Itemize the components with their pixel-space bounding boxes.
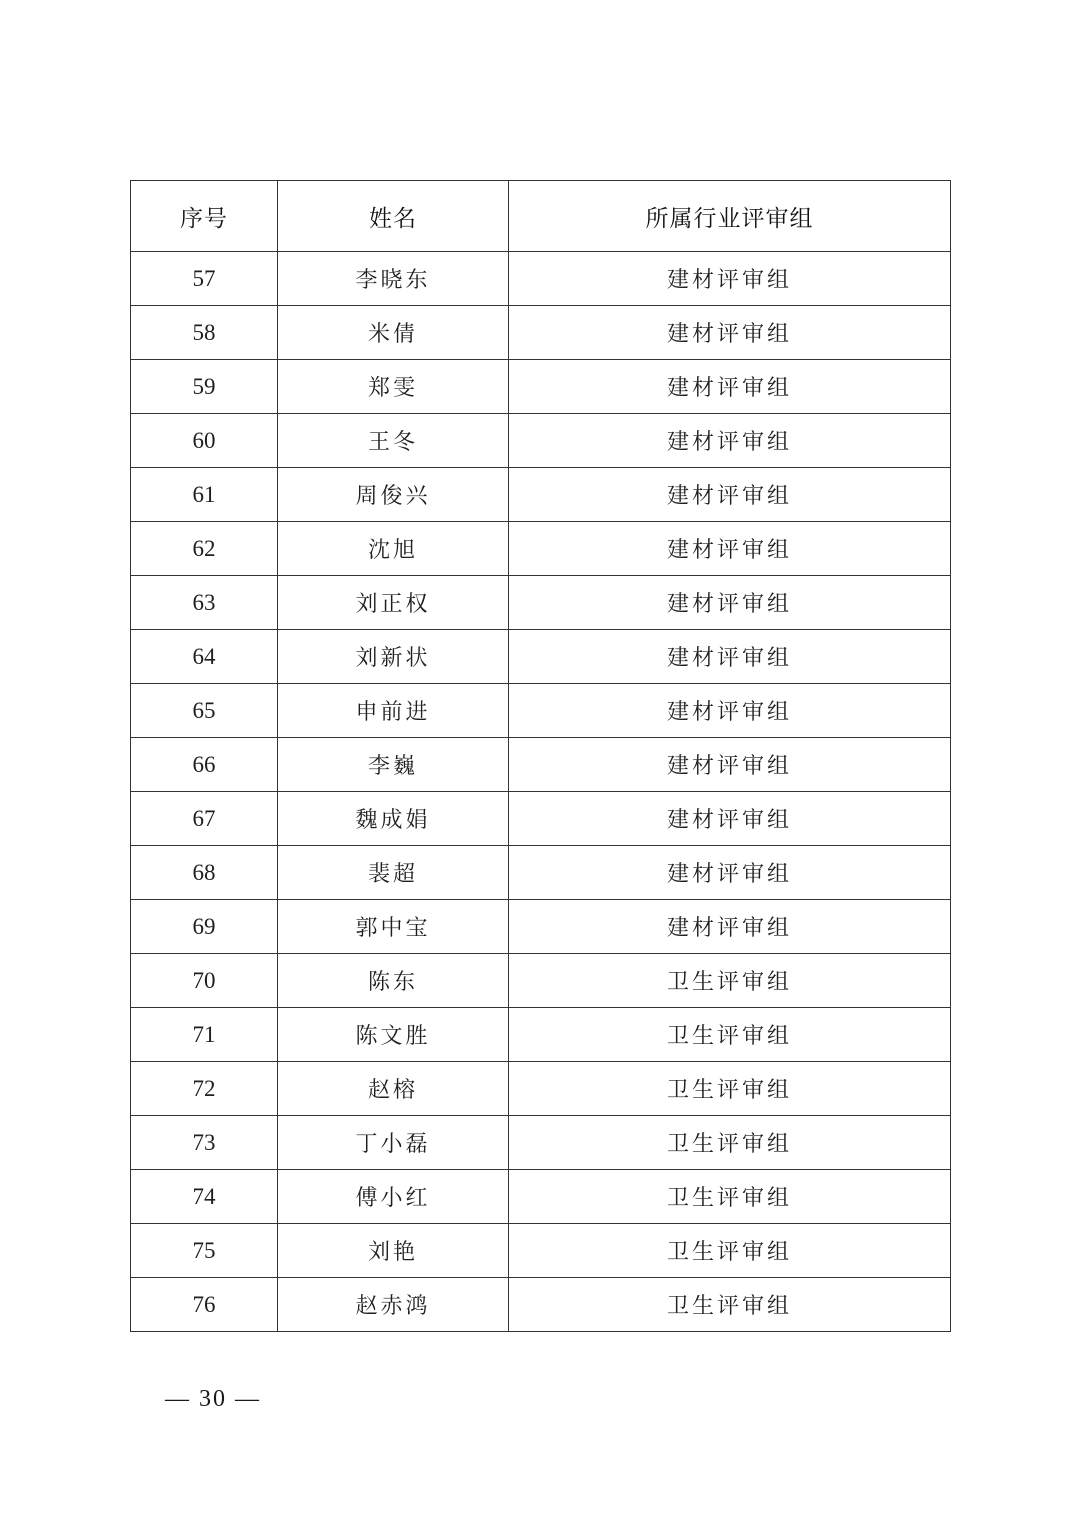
table-body (131, 252, 951, 1332)
table-row (131, 1170, 951, 1224)
serial-number-cell: 64 (131, 630, 278, 684)
header-name: 姓名 (278, 181, 509, 252)
serial-number-cell: 66 (131, 738, 278, 792)
serial-number-cell: 76 (131, 1278, 278, 1332)
serial-number-cell: 71 (131, 1008, 278, 1062)
name-cell: 刘正权 (278, 576, 509, 630)
review-group-cell: 建材评审组 (509, 306, 951, 360)
table-row (131, 252, 951, 306)
review-group-cell: 卫生评审组 (509, 1008, 951, 1062)
header-review-group: 所属行业评审组 (509, 181, 951, 252)
name-cell: 李晓东 (278, 252, 509, 306)
review-group-cell: 建材评审组 (509, 846, 951, 900)
review-group-cell: 建材评审组 (509, 468, 951, 522)
serial-number-cell: 74 (131, 1170, 278, 1224)
name-cell: 郑雯 (278, 360, 509, 414)
review-group-cell: 卫生评审组 (509, 1224, 951, 1278)
name-cell: 陈文胜 (278, 1008, 509, 1062)
name-cell: 李巍 (278, 738, 509, 792)
review-group-cell: 卫生评审组 (509, 1170, 951, 1224)
name-cell: 傅小红 (278, 1170, 509, 1224)
serial-number-cell: 58 (131, 306, 278, 360)
serial-number-cell: 70 (131, 954, 278, 1008)
name-cell: 申前进 (278, 684, 509, 738)
table-row (131, 1062, 951, 1116)
table-row (131, 1224, 951, 1278)
review-group-cell: 建材评审组 (509, 738, 951, 792)
review-group-cell: 建材评审组 (509, 360, 951, 414)
review-group-cell: 卫生评审组 (509, 954, 951, 1008)
name-cell: 魏成娟 (278, 792, 509, 846)
table-row (131, 414, 951, 468)
table-row (131, 1008, 951, 1062)
serial-number-cell: 59 (131, 360, 278, 414)
table-row (131, 468, 951, 522)
serial-number-cell: 69 (131, 900, 278, 954)
table-row (131, 792, 951, 846)
serial-number-cell: 75 (131, 1224, 278, 1278)
review-group-cell: 建材评审组 (509, 792, 951, 846)
table-row (131, 738, 951, 792)
name-cell: 赵榕 (278, 1062, 509, 1116)
name-cell: 刘新状 (278, 630, 509, 684)
name-cell: 郭中宝 (278, 900, 509, 954)
table-row (131, 522, 951, 576)
table-row (131, 954, 951, 1008)
table-row (131, 900, 951, 954)
serial-number-cell: 67 (131, 792, 278, 846)
serial-number-cell: 73 (131, 1116, 278, 1170)
table-header (131, 181, 951, 252)
review-group-cell: 卫生评审组 (509, 1062, 951, 1116)
name-cell: 赵赤鸿 (278, 1278, 509, 1332)
serial-number-cell: 65 (131, 684, 278, 738)
table-row (131, 306, 951, 360)
table-row (131, 576, 951, 630)
page-number: — 30 — (165, 1386, 261, 1412)
review-group-cell: 建材评审组 (509, 630, 951, 684)
serial-number-cell: 57 (131, 252, 278, 306)
reviewer-table (130, 180, 951, 1332)
name-cell: 丁小磊 (278, 1116, 509, 1170)
name-cell: 王冬 (278, 414, 509, 468)
name-cell: 米倩 (278, 306, 509, 360)
review-group-cell: 建材评审组 (509, 576, 951, 630)
table-row (131, 684, 951, 738)
table-row (131, 360, 951, 414)
review-group-cell: 建材评审组 (509, 522, 951, 576)
name-cell: 裴超 (278, 846, 509, 900)
serial-number-cell: 60 (131, 414, 278, 468)
review-group-cell: 建材评审组 (509, 252, 951, 306)
name-cell: 周俊兴 (278, 468, 509, 522)
table-row (131, 630, 951, 684)
serial-number-cell: 63 (131, 576, 278, 630)
table-row (131, 1278, 951, 1332)
review-group-cell: 卫生评审组 (509, 1278, 951, 1332)
serial-number-cell: 68 (131, 846, 278, 900)
header-row (131, 181, 951, 252)
review-group-cell: 建材评审组 (509, 414, 951, 468)
header-serial-number: 序号 (131, 181, 278, 252)
table-row (131, 846, 951, 900)
serial-number-cell: 62 (131, 522, 278, 576)
name-cell: 刘艳 (278, 1224, 509, 1278)
review-group-cell: 卫生评审组 (509, 1116, 951, 1170)
table-row (131, 1116, 951, 1170)
name-cell: 陈东 (278, 954, 509, 1008)
review-group-cell: 建材评审组 (509, 900, 951, 954)
review-group-cell: 建材评审组 (509, 684, 951, 738)
name-cell: 沈旭 (278, 522, 509, 576)
serial-number-cell: 72 (131, 1062, 278, 1116)
serial-number-cell: 61 (131, 468, 278, 522)
